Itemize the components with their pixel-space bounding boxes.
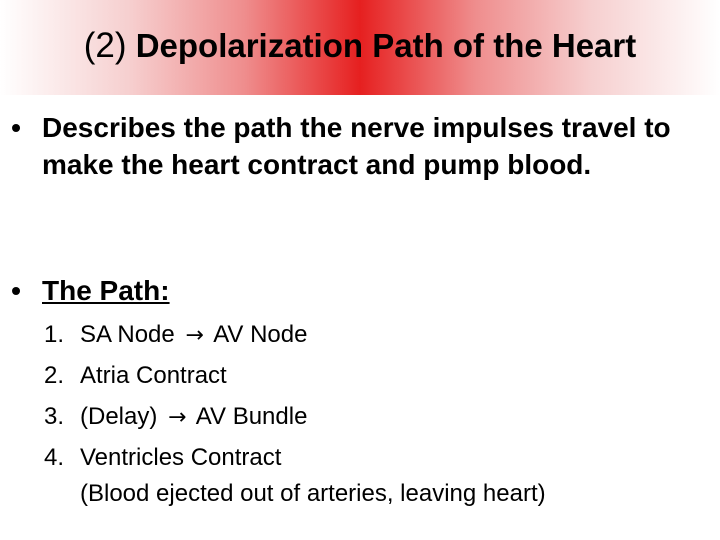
bullet-path-heading	[0, 272, 720, 312]
bullet-description	[0, 109, 720, 224]
list-item	[44, 355, 684, 396]
step-number: 1.	[44, 321, 65, 348]
list-item	[44, 314, 684, 355]
step-text: Ventricles Contract	[80, 444, 282, 471]
step-text: SA Node	[80, 321, 175, 348]
bullet-marker: •	[11, 275, 21, 306]
step-note: (Blood ejected out of arteries, leaving heart)	[80, 480, 546, 507]
list-item	[44, 396, 684, 437]
step-text: (Delay)	[80, 403, 158, 430]
step-number: 4.	[44, 444, 65, 471]
right-arrow-icon: →	[185, 323, 204, 348]
page-title	[0, 26, 720, 66]
bullet-marker: •	[11, 112, 21, 143]
right-arrow-icon: →	[168, 405, 187, 430]
step-number: 2.	[44, 362, 65, 389]
step-text-after: AV Bundle	[195, 403, 308, 430]
title-text: Depolarization Path of the Heart	[135, 27, 637, 64]
path-heading-text: The Path:	[42, 275, 170, 306]
bullet-description-text: Describes the path the nerve impulses travel to make the heart contract and pump blood.	[42, 112, 671, 180]
title-number: (2)	[83, 26, 127, 65]
list-item	[44, 437, 684, 478]
step-number: 3.	[44, 403, 65, 430]
path-steps-list	[44, 314, 684, 478]
step-text-after: AV Node	[213, 321, 308, 348]
step-text: Atria Contract	[80, 362, 227, 389]
